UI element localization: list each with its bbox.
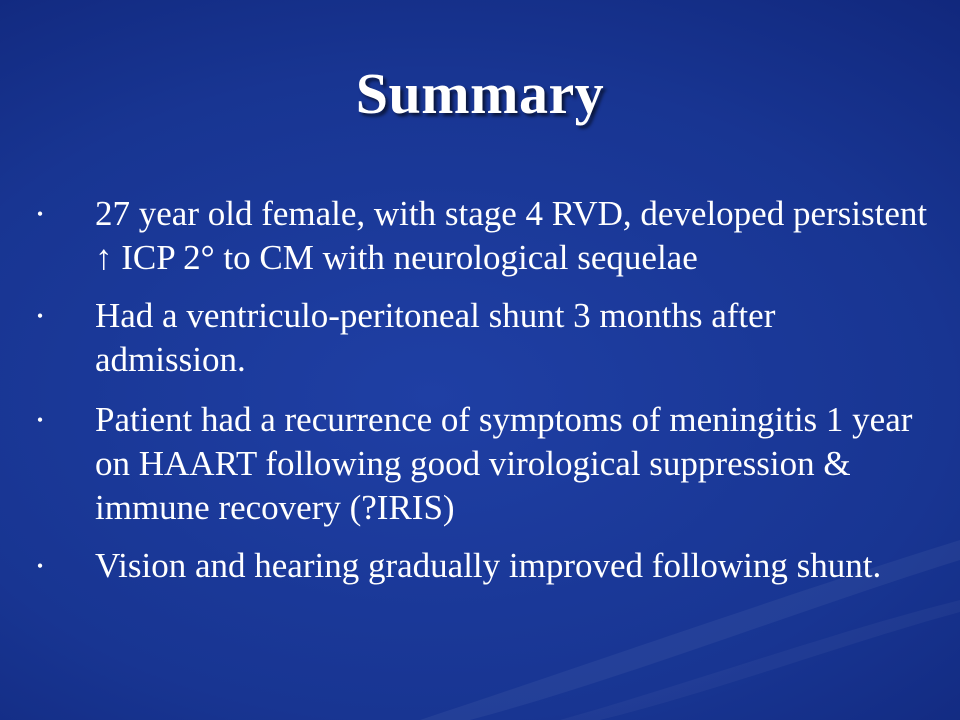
bullet-item [32,398,932,530]
bullet-dot-icon: • [36,556,44,576]
slide-title: Summary [355,61,605,126]
bullet-dot-icon: • [36,410,44,430]
bullet-text: Had a ventriculo-peritoneal shunt 3 months after admission. [95,296,776,379]
bullet-text: Patient had a recurrence of symptoms of meningitis 1 year on HAART following good virological suppression & immune recovery (?IRIS) [95,400,913,527]
bullet-text: 27 year old female, with stage 4 RVD, developed persistent ↑ ICP 2° to CM with neurological sequelae [95,194,928,277]
bullet-item [32,192,932,280]
bullet-item [32,544,932,588]
bullet-dot-icon: • [36,306,44,326]
bullet-list [32,192,932,588]
bullet-item [32,294,932,382]
bullet-text: Vision and hearing gradually improved following shunt. [95,546,882,585]
bullet-dot-icon: • [36,204,44,224]
